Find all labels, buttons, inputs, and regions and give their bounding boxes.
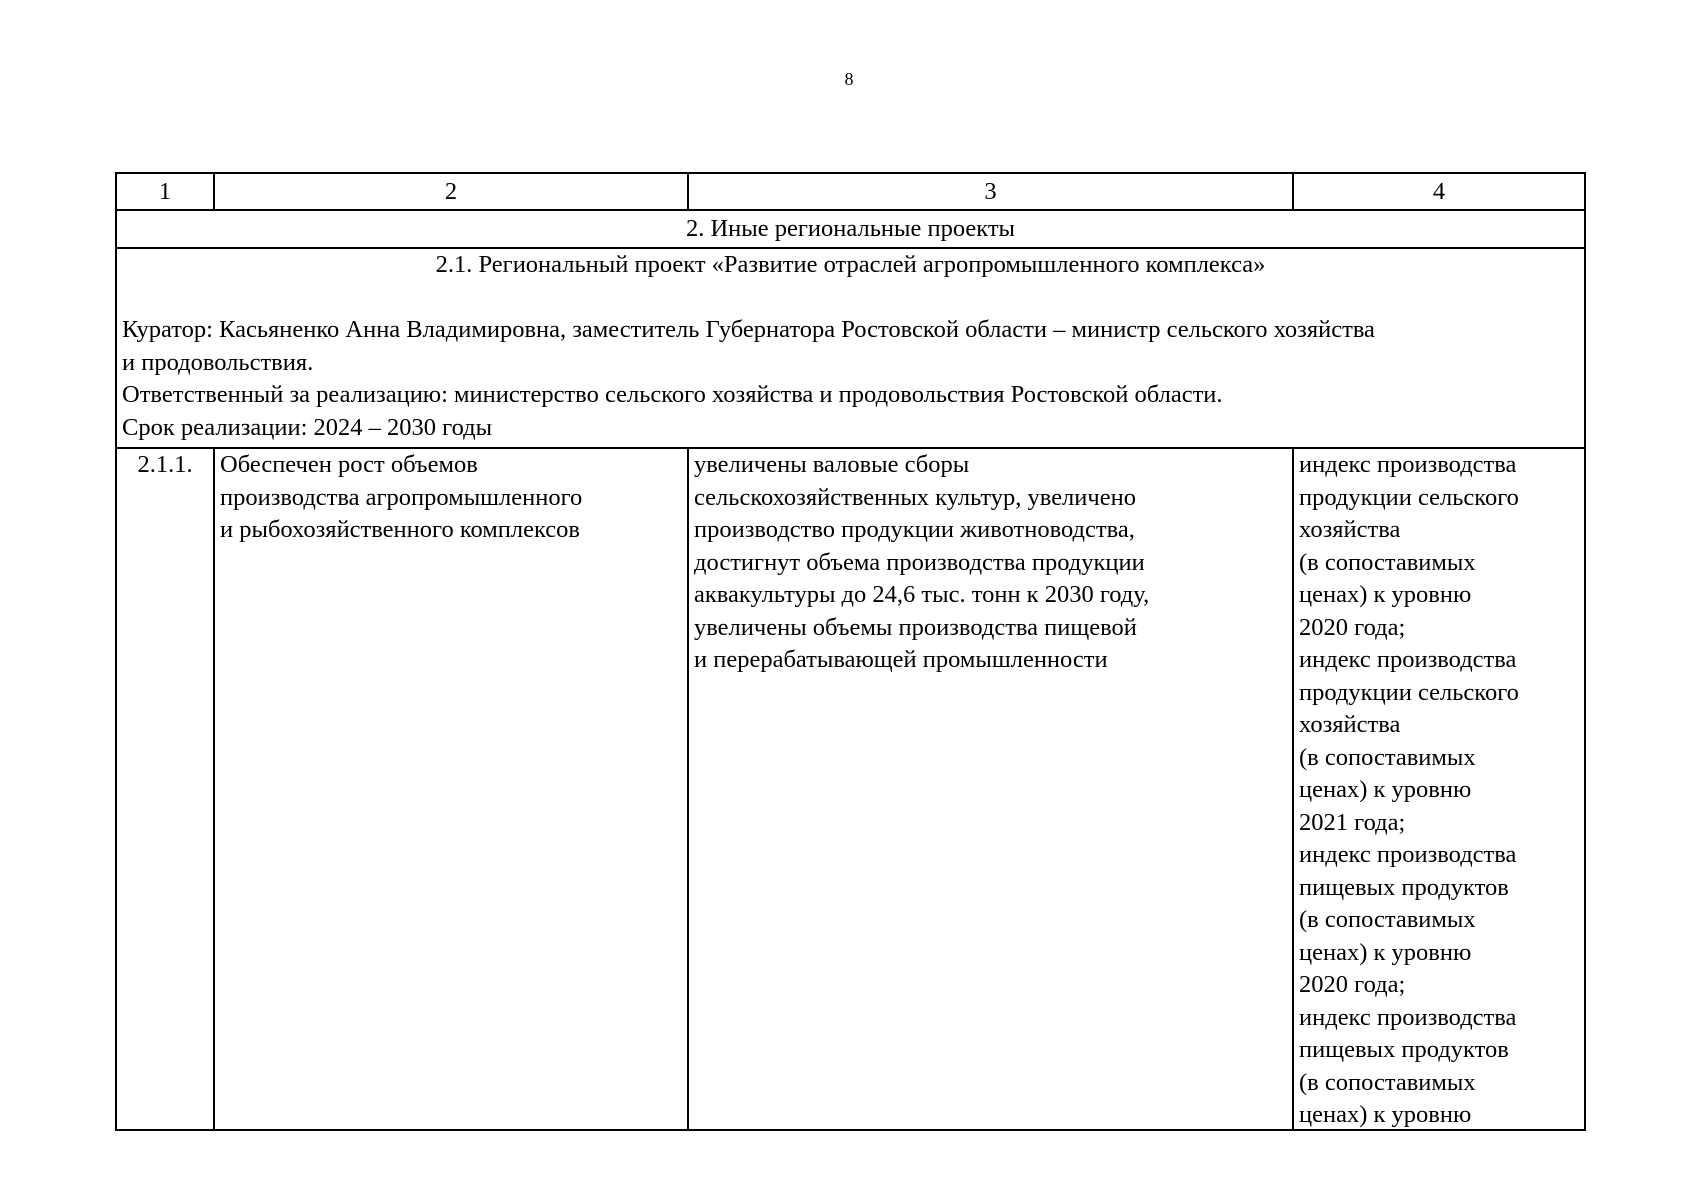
row-number: 2.1.1. bbox=[116, 448, 214, 1130]
indicator-text-line: индекс производства bbox=[1299, 646, 1517, 673]
project-curator-line-1: Куратор: Касьяненко Анна Владимировна, заместитель Губернатора Ростовской области – министр сельского хозяйства bbox=[122, 316, 1375, 343]
indicator-text-line: (в сопоставимых bbox=[1299, 906, 1476, 933]
task-text-line: производства агропромышленного bbox=[220, 483, 583, 511]
indicator-text-line: (в сопоставимых bbox=[1299, 1068, 1476, 1096]
indicator-text-line: 2020 года; bbox=[1299, 613, 1406, 641]
indicator-text-line: ценах) к уровню bbox=[1299, 581, 1472, 608]
result-text-line: сельскохозяйственных культур, увеличено bbox=[694, 483, 1136, 511]
indicator-text-line: хозяйства bbox=[1299, 516, 1401, 543]
task-cell bbox=[214, 448, 688, 1130]
indicator-text-line: ценах) к уровню bbox=[1299, 938, 1472, 966]
project-responsible: Ответственный за реализацию: министерство сельского хозяйства и продовольствия Ростовской области. bbox=[122, 381, 1223, 408]
document-table bbox=[115, 172, 1586, 1131]
indicator-text-line: индекс производства bbox=[1299, 451, 1517, 478]
result-text-line: аквакультуры до 24,6 тыс. тонн к 2030 году, bbox=[694, 581, 1150, 608]
result-text-line: производство продукции животноводства, bbox=[694, 516, 1135, 543]
task-text-line: и рыбохозяйственного комплексов bbox=[220, 516, 580, 543]
indicator-text-line: ценах) к уровню bbox=[1299, 776, 1472, 803]
project-spacer bbox=[122, 282, 1579, 315]
indicator-text-line: индекс производства bbox=[1299, 1003, 1517, 1031]
indicator-text-line: (в сопоставимых bbox=[1299, 548, 1476, 576]
column-number-3: 3 bbox=[688, 173, 1293, 210]
project-row bbox=[116, 248, 1585, 448]
result-text-line: увеличены объемы производства пищевой bbox=[694, 613, 1137, 641]
indicator-text-line: 2021 года; bbox=[1299, 808, 1406, 836]
indicator-text-line: (в сопоставимых bbox=[1299, 743, 1476, 771]
section-row bbox=[116, 210, 1585, 248]
task-text bbox=[220, 449, 682, 1129]
column-number-1: 1 bbox=[116, 173, 214, 210]
column-number-4: 4 bbox=[1293, 173, 1585, 210]
result-text-line: увеличены валовые сборы bbox=[694, 451, 970, 478]
result-text-line: и перерабатывающей промышленности bbox=[694, 646, 1108, 673]
column-number-2: 2 bbox=[214, 173, 688, 210]
indicator-text-line: пищевых продуктов bbox=[1299, 873, 1509, 901]
project-term: Срок реализации: 2024 – 2030 годы bbox=[122, 413, 493, 441]
indicator-text-line: ценах) к уровню bbox=[1299, 1101, 1472, 1128]
page-number: 8 bbox=[844, 69, 854, 89]
result-cell bbox=[688, 448, 1293, 1130]
result-text-line: достигнут объема производства продукции bbox=[694, 548, 1145, 576]
task-text-line: Обеспечен рост объемов bbox=[220, 451, 478, 478]
table-row bbox=[116, 448, 1585, 1130]
indicator-text-line: 2020 года; bbox=[1299, 971, 1406, 998]
project-curator-line-2: и продовольствия. bbox=[122, 348, 314, 376]
result-text bbox=[694, 449, 1287, 1129]
indicator-text-line: пищевых продуктов bbox=[1299, 1036, 1509, 1063]
column-number-row bbox=[116, 173, 1585, 210]
section-title: 2. Иные региональные проекты bbox=[116, 210, 1585, 248]
indicator-text bbox=[1299, 449, 1579, 1129]
project-info-cell bbox=[116, 248, 1585, 448]
indicator-cell bbox=[1293, 448, 1585, 1130]
project-title: 2.1. Региональный проект «Развитие отраслей агропромышленного комплекса» bbox=[435, 251, 1266, 278]
indicator-text-line: индекс производства bbox=[1299, 841, 1517, 868]
indicator-text-line: продукции сельского bbox=[1299, 483, 1519, 511]
indicator-text-line: хозяйства bbox=[1299, 711, 1401, 738]
indicator-text-line: продукции сельского bbox=[1299, 678, 1519, 706]
